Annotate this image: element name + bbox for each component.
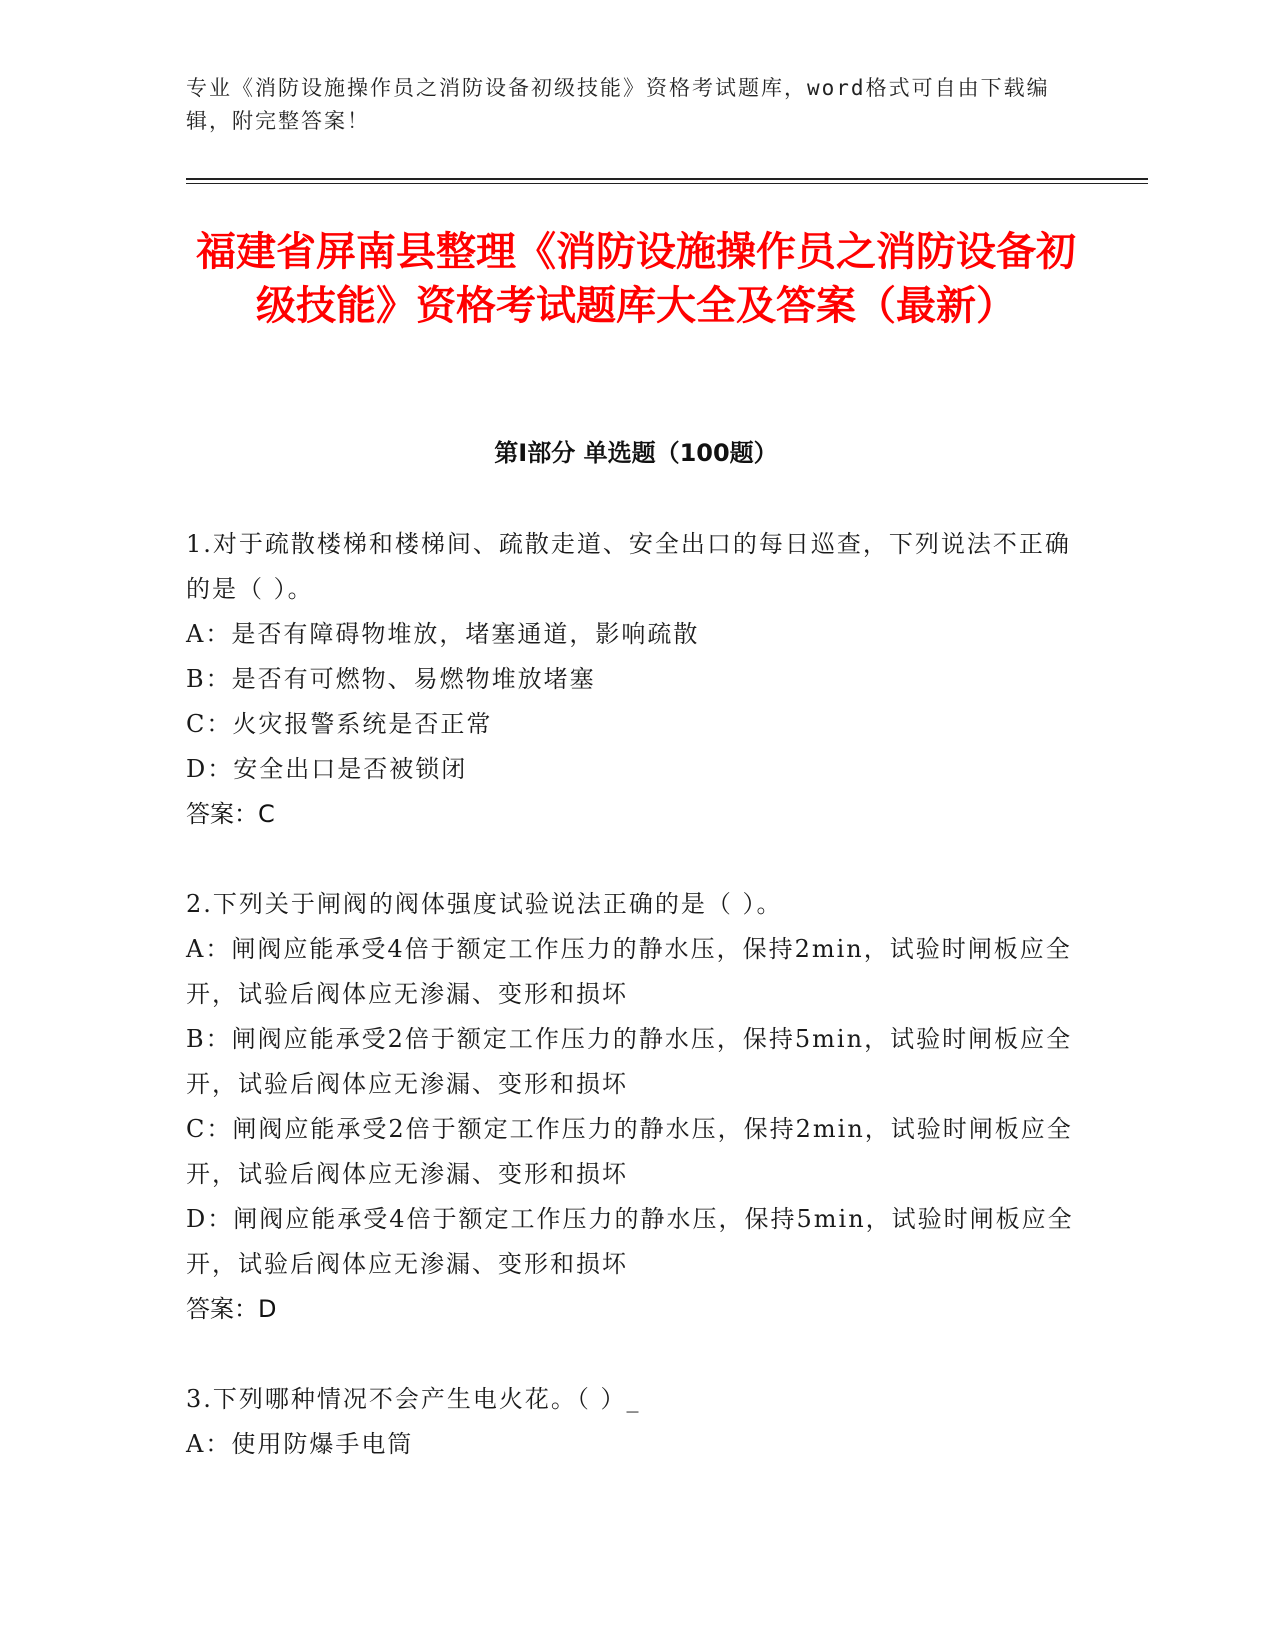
option-a: A：闸阀应能承受4倍于额定工作压力的静水压，保持2min，试验时闸板应全开，试验后阀体应无渗漏、变形和损坏 <box>186 935 1072 1008</box>
question-2 <box>186 882 1086 1332</box>
header-note: 专业《消防设施操作员之消防设备初级技能》资格考试题库，word格式可自由下载编辑，附完整答案！ <box>186 76 1050 133</box>
option-d: D：闸阀应能承受4倍于额定工作压力的静水压，保持5min，试验时闸板应全开，试验后阀体应无渗漏、变形和损坏 <box>186 1205 1074 1278</box>
option-a: A：使用防爆手电筒 <box>186 1430 414 1458</box>
question-stem: 3.下列哪种情况不会产生电火花。（ ）_ <box>186 1385 641 1413</box>
option-c: C：闸阀应能承受2倍于额定工作压力的静水压，保持2min，试验时闸板应全开，试验后阀体应无渗漏、变形和损坏 <box>186 1115 1073 1188</box>
option-b: B：闸阀应能承受2倍于额定工作压力的静水压，保持5min，试验时闸板应全开，试验后阀体应无渗漏、变形和损坏 <box>186 1025 1073 1098</box>
question-stem: 1.对于疏散楼梯和楼梯间、疏散走道、安全出口的每日巡查，下列说法不正确的是（ ）。 <box>186 530 1071 603</box>
option-a: A：是否有障碍物堆放，堵塞通道，影响疏散 <box>186 620 700 648</box>
header-rule-thin <box>186 183 1148 184</box>
answer-line: 答案：C <box>186 800 275 828</box>
header-rule-thick <box>186 178 1148 180</box>
option-d: D：安全出口是否被锁闭 <box>186 755 468 783</box>
answer-line: 答案：D <box>186 1295 277 1323</box>
question-3 <box>186 1377 1086 1467</box>
question-stem: 2.下列关于闸阀的阀体强度试验说法正确的是（ ）。 <box>186 890 783 918</box>
question-1 <box>186 522 1086 837</box>
option-c: C：火灾报警系统是否正常 <box>186 710 493 738</box>
question-list <box>186 522 1086 1512</box>
document-title: 福建省屏南县整理《消防设施操作员之消防设备初级技能》资格考试题库大全及答案（最新） <box>196 229 1076 329</box>
option-b: B：是否有可燃物、易燃物堆放堵塞 <box>186 665 596 693</box>
section-title: 第I部分 单选题（100题） <box>494 439 778 467</box>
